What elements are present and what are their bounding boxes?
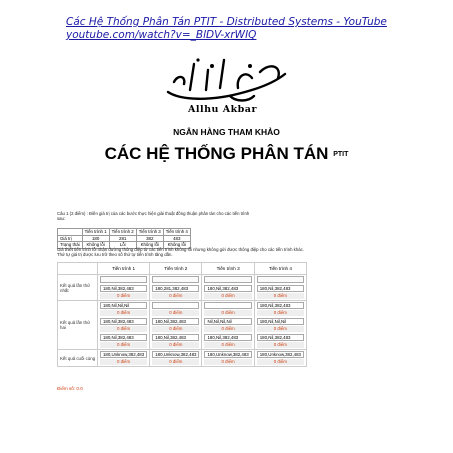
grid-header: Tiến trình 1 <box>97 263 149 275</box>
grid-header: Tiến trình 2 <box>150 263 202 275</box>
process-table-header: Tiến trình 4 <box>163 229 190 236</box>
grid-corner <box>58 263 98 275</box>
row-label: Kết quả lần thứ nhất <box>58 275 98 301</box>
answer-input[interactable]: 180,Unknow,382,483 <box>204 351 251 358</box>
cell-score: 0 điểm <box>152 342 199 348</box>
cell-score: 0 điểm <box>204 326 251 332</box>
answer-input[interactable]: 180,Nil,382,483 <box>100 334 147 341</box>
cell-score: 0 điểm <box>204 293 251 299</box>
answer-input[interactable]: 180,Nil,382,483 <box>152 334 199 341</box>
cell-score: 0 điểm <box>257 326 304 332</box>
page-title-main: CÁC HỆ THỐNG PHÂN TÁN <box>104 144 329 163</box>
row-label: Kết quả lần thứ hai <box>58 301 98 350</box>
cell-score: 0 điểm <box>204 359 251 365</box>
cell-score: 0 điểm <box>257 310 304 316</box>
answer-input[interactable] <box>257 276 304 283</box>
cell-score: 0 điểm <box>100 326 147 332</box>
answer-input[interactable]: 180,281,382,483 <box>152 285 199 292</box>
cell-score: 0 điểm <box>257 293 304 299</box>
cell-score: 0 điểm <box>204 342 251 348</box>
answer-input[interactable]: 180,Unknow,382,483 <box>257 351 304 358</box>
logo-caption: Allhu Akbar <box>188 104 257 115</box>
video-title-link[interactable]: Các Hệ Thống Phân Tán PTIT - Distributed Systems - YouTube <box>66 16 387 28</box>
answer-input[interactable]: 180,Nil,Nil,Nil <box>257 318 304 325</box>
answer-input[interactable] <box>100 276 147 283</box>
question-intro <box>57 211 307 222</box>
answer-input[interactable]: 180,Nil,382,483 <box>257 334 304 341</box>
process-table-header: Tiến trình 2 <box>109 229 136 236</box>
answer-input[interactable]: 180,Nil,382,483 <box>100 285 147 292</box>
cell-score: 0 điểm <box>204 310 251 316</box>
table-cell: Trạng thái <box>58 242 83 249</box>
total-score: Điểm số: 0.0 <box>57 386 83 391</box>
cell-score: 0 điểm <box>257 359 304 365</box>
process-table-header <box>58 229 83 236</box>
process-table-header: Tiến trình 3 <box>136 229 163 236</box>
cell-score: 0 điểm <box>100 359 147 365</box>
cell-score: 0 điểm <box>152 310 199 316</box>
table-cell: 281 <box>109 235 136 242</box>
answer-input[interactable]: 180,Unknow,382,483 <box>152 351 199 358</box>
process-table-header: Tiến trình 1 <box>82 229 109 236</box>
bank-label: NGÂN HÀNG THAM KHẢO <box>173 127 280 137</box>
answer-input[interactable] <box>204 276 251 283</box>
arabic-calligraphy-logo <box>150 52 300 130</box>
answer-input[interactable]: 180,Nil,382,483 <box>152 318 199 325</box>
table-cell: Không lỗi <box>82 242 109 249</box>
grid-header: Tiến trình 4 <box>254 263 306 275</box>
table-cell: Không lỗi <box>163 242 190 249</box>
process-table <box>57 228 191 249</box>
cell-score: 0 điểm <box>152 326 199 332</box>
grid-header: Tiến trình 3 <box>202 263 254 275</box>
answer-input[interactable]: Nil,Nil,Nil,Nil <box>204 318 251 325</box>
answer-input[interactable]: 180,Nil,Nil,Nil <box>100 302 147 309</box>
answer-input[interactable] <box>204 302 251 309</box>
answer-input[interactable]: 180,Nil,382,483 <box>257 302 304 309</box>
table-cell: 180 <box>82 235 109 242</box>
cell-score: 0 điểm <box>152 359 199 365</box>
table-cell: Không lỗi <box>136 242 163 249</box>
answer-input[interactable]: 180,Nil,382,483 <box>100 318 147 325</box>
page-title-suffix: PTIT <box>333 151 349 159</box>
table-cell: 483 <box>163 235 190 242</box>
answer-input[interactable] <box>152 302 199 309</box>
cell-score: 0 điểm <box>100 310 147 316</box>
row-label: Kết quả cuối cùng <box>58 350 98 367</box>
table-cell: Giá trị <box>58 235 83 242</box>
answer-input[interactable]: 180,Nil,382,483 <box>257 285 304 292</box>
answer-input[interactable] <box>152 276 199 283</box>
answer-input[interactable]: 180,Nil,382,483 <box>204 334 251 341</box>
answer-input[interactable]: 180,Nil,382,483 <box>204 285 251 292</box>
answer-input[interactable]: 180,Unknow,382,483 <box>100 351 147 358</box>
table-cell: 382 <box>136 235 163 242</box>
video-url-link[interactable]: youtube.com/watch?v=_BlDV-xrWIQ <box>66 29 257 41</box>
page-title <box>0 144 453 164</box>
question-description: Giả thiết tiến trình lỗi nhận đường thông điệp từ các tiến trình không lỗi nhưng không gửi được thông điệp cho các tiến trình khác. Thứ tự giá trị được lưu trữ theo số thứ tự tiến trình tăng dần. <box>57 247 304 258</box>
table-cell: Lỗi <box>109 242 136 249</box>
question-text-2: sau: <box>57 216 66 222</box>
cell-score: 0 điểm <box>257 342 304 348</box>
answer-grid <box>57 262 307 367</box>
question-text: Câu 1 (2 điểm) : Điền giá trị của các bước thực hiện giải thuật đồng thuận phân tán cho các tiến trình <box>57 211 250 216</box>
cell-score: 0 điểm <box>100 293 147 299</box>
cell-score: 0 điểm <box>100 342 147 348</box>
cell-score: 0 điểm <box>152 293 199 299</box>
